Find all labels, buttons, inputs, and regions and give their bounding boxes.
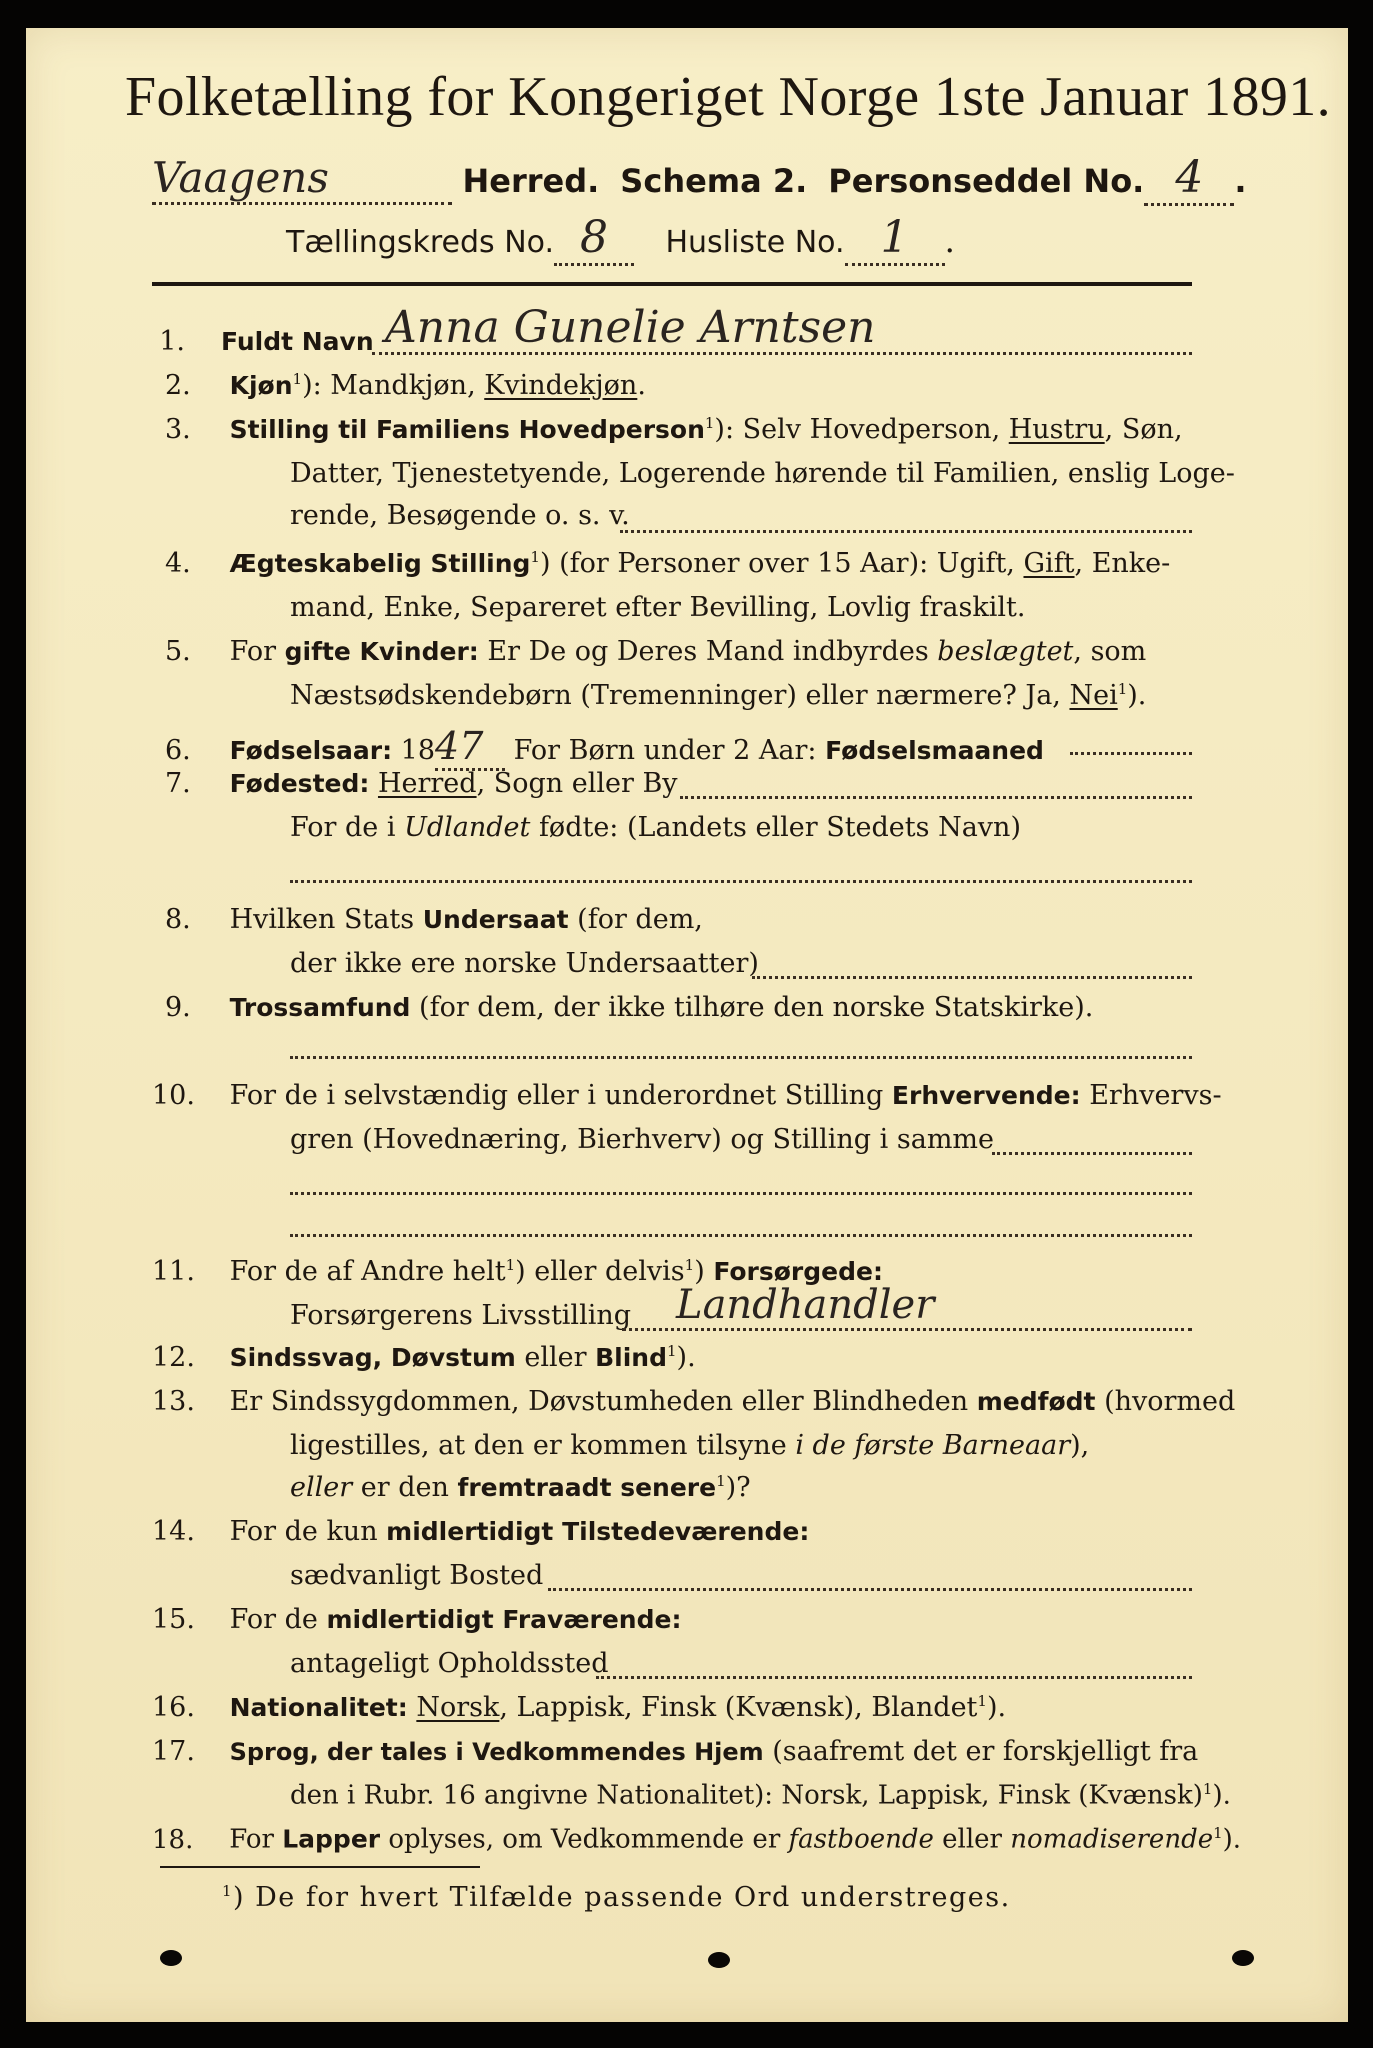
- religion-text: (for dem, der ikke tilhøre den norske Statskirke).: [410, 992, 1094, 1023]
- item-number: 15.: [152, 1604, 195, 1635]
- item-9: [165, 992, 1093, 1023]
- later-label: fremtraadt senere: [457, 1473, 717, 1502]
- footnote-ref: 1: [716, 1472, 726, 1490]
- herred-label: Herred.: [462, 162, 600, 200]
- item-15: [152, 1604, 681, 1635]
- item-number: 11.: [152, 1256, 195, 1287]
- birth-year-value: 47: [435, 724, 505, 771]
- item-3-line-3: rende, Besøgende o. s. v.: [290, 500, 630, 531]
- ink-blot: [160, 1950, 182, 1966]
- punct: ),: [1070, 1430, 1090, 1461]
- related-answer: Nei: [1069, 680, 1118, 711]
- occupation-line-3: [290, 1234, 1192, 1237]
- language-text: (saafremt det er forskjelligt fra: [763, 1736, 1199, 1767]
- kreds-value: 8: [554, 212, 634, 266]
- kreds-label: Tællingskreds No.: [286, 225, 554, 260]
- birth-year-prefix: 18: [392, 735, 436, 766]
- family-position-options: ): Selv Hovedperson,: [714, 414, 1009, 445]
- birthplace-options: , Sogn eller By: [476, 768, 678, 799]
- blind-label: Blind: [595, 1343, 667, 1372]
- item-number: 9.: [165, 992, 191, 1023]
- item-number: 18.: [152, 1824, 194, 1855]
- language-label: Sprog, der tales i Vedkommendes Hjem: [229, 1738, 764, 1766]
- occupation-label: Erhvervende:: [891, 1081, 1081, 1110]
- full-name-label: Fuldt Navn: [221, 327, 374, 356]
- punct: ).: [986, 1692, 1007, 1723]
- item-7-line-2: [290, 812, 1021, 843]
- item-15-line-2: antageligt Opholdssted: [290, 1648, 609, 1679]
- supported-text: ) eller delvis: [515, 1256, 685, 1287]
- provider-line: [622, 1328, 1192, 1331]
- item-number: 17.: [152, 1736, 195, 1767]
- item-number: 16.: [152, 1692, 195, 1723]
- header-line-2: Tællingskreds No. 8 Husliste No. 1 .: [286, 212, 955, 266]
- birth-month-label: Fødselsmaaned: [825, 736, 1044, 765]
- temp-absent-label: midlertidigt Fraværende:: [326, 1605, 682, 1634]
- item-4: [165, 548, 1170, 579]
- footnote-rule: [160, 1866, 480, 1868]
- stay-place-line: [596, 1676, 1192, 1679]
- item-14: [152, 1516, 809, 1547]
- abroad-text: fødte: (Landets eller Stedets Navn): [530, 812, 1021, 843]
- related-word: beslægtet: [937, 636, 1074, 667]
- nomadic-word: nomadiserende: [1010, 1824, 1214, 1855]
- related-question-end: , som: [1073, 636, 1147, 667]
- marital-options-end: , Enke-: [1074, 548, 1171, 579]
- item-number: 12.: [152, 1342, 195, 1373]
- birthplace-line: [680, 796, 1192, 799]
- item-4-line-2: mand, Enke, Separeret efter Bevilling, Lovlig fraskilt.: [290, 592, 1026, 623]
- footnote-ref: 1: [977, 1692, 987, 1710]
- childhood-prefix: ligestilles, at den er kommen tilsyne: [290, 1430, 796, 1461]
- ink-blot: [708, 1952, 730, 1968]
- punct: .: [637, 370, 646, 401]
- congenital-text: (hvormed: [1095, 1386, 1236, 1417]
- item-3-line-2: Datter, Tjenestetyende, Logerende hørende til Familien, enslig Loge-: [290, 458, 1235, 489]
- item-number: 3.: [165, 414, 191, 445]
- item-10: [152, 1080, 1222, 1111]
- item-6: [165, 724, 1044, 771]
- married-women-prefix: For: [229, 636, 285, 667]
- sex-options: ): Mandkjøn,: [302, 370, 485, 401]
- punct: )?: [725, 1472, 751, 1503]
- birthplace-label: Fødested:: [229, 769, 370, 798]
- punct: ).: [1222, 1824, 1242, 1855]
- punct: ): [694, 1256, 714, 1287]
- footnote-mark: 1: [222, 1882, 234, 1900]
- congenital-question: Er Sindssygdommen, Døvstumheden eller Blindheden: [229, 1386, 977, 1417]
- birth-month-line: [1070, 752, 1192, 755]
- footnote-ref: 1: [1213, 1824, 1223, 1842]
- item-5: [165, 636, 1146, 667]
- married-women-label: gifte Kvinder:: [284, 637, 479, 666]
- item-13: [152, 1386, 1235, 1417]
- header-line-1: Vaagens Herred. Schema 2. Personseddel No. 4 .: [152, 152, 1246, 206]
- item-number: 6.: [165, 735, 191, 766]
- item-number: 5.: [165, 636, 191, 667]
- full-name-value: Anna Gunelie Arntsen: [385, 302, 876, 353]
- item-8-line-2: der ikke ere norske Undersaatter): [290, 948, 759, 979]
- item-11-line-2: Forsørgerens Livsstilling: [290, 1300, 632, 1331]
- later-prefix: er den: [352, 1472, 458, 1503]
- nationality-label: Nationalitet:: [229, 1693, 408, 1722]
- item-number: 1.: [159, 326, 185, 357]
- personseddel-value: 4: [1144, 152, 1234, 206]
- item-18: [152, 1824, 1241, 1855]
- footnote-ref: 1: [505, 1256, 516, 1274]
- or-word: eller: [933, 1824, 1011, 1855]
- item-14-line-2: sædvanligt Bosted: [290, 1560, 544, 1591]
- schema-label: Schema 2.: [620, 162, 808, 200]
- temp-present-prefix: For de kun: [229, 1516, 387, 1547]
- header-rule: [152, 282, 1192, 286]
- item-number: 2.: [165, 370, 191, 401]
- under-2-text: For Børn under 2 Aar:: [505, 735, 826, 766]
- family-position-options-end: , Søn,: [1104, 414, 1183, 445]
- occupation-line-1: [992, 1152, 1192, 1155]
- temp-absent-prefix: For de: [229, 1604, 327, 1635]
- footnote-ref: 1: [292, 370, 303, 388]
- item-3: [165, 414, 1183, 445]
- sami-prefix: For: [229, 1824, 283, 1855]
- item-17-line-2: [290, 1780, 1231, 1811]
- citizenship-prefix: Hvilken Stats: [229, 904, 423, 935]
- item-number: 8.: [165, 904, 191, 935]
- form-title: Folketælling for Kongeriget Norge 1ste Januar 1891.: [125, 66, 1332, 128]
- marital-status-label: Ægteskabelig Stilling: [229, 549, 531, 578]
- occupation-line-2: [290, 1192, 1192, 1195]
- item-12: [152, 1342, 696, 1373]
- item-2: [165, 370, 646, 401]
- abroad-word: Udlandet: [404, 812, 531, 843]
- personseddel-label: Personseddel No.: [828, 162, 1145, 200]
- item-13-line-3: [290, 1472, 751, 1503]
- footnote-ref: 1: [667, 1342, 677, 1360]
- temp-present-label: midlertidigt Tilstedeværende:: [386, 1517, 810, 1546]
- family-position-label: Stilling til Familiens Hovedperson: [229, 415, 705, 444]
- footnote-ref: 1: [530, 548, 540, 566]
- footnote-text: ) De for hvert Tilfælde passende Ord understreges.: [233, 1882, 1011, 1913]
- ink-blot: [1232, 1950, 1254, 1966]
- or-word: eller: [290, 1472, 353, 1503]
- citizenship-label: Undersaat: [422, 905, 569, 934]
- footnote-ref: 1: [1117, 680, 1128, 698]
- item-8: [165, 904, 703, 935]
- religion-line: [290, 1056, 1192, 1059]
- abroad-prefix: For de i: [290, 812, 405, 843]
- related-question: Er De og Deres Mand indbyrdes: [478, 636, 938, 667]
- item-7: [165, 768, 678, 799]
- item-number: 7.: [165, 768, 191, 799]
- sami-label: Lapper: [282, 1824, 381, 1854]
- sex-selected: Kvindekjøn: [484, 370, 638, 401]
- religion-label: Trossamfund: [229, 993, 411, 1022]
- citizenship-line: [752, 976, 1192, 979]
- husliste-label: Husliste No.: [665, 225, 845, 260]
- birth-year-label: Fødselsaar:: [229, 736, 393, 765]
- item-13-line-2: [290, 1430, 1089, 1461]
- footnote-ref: 1: [684, 1256, 695, 1274]
- cousins-question: Næstsødskendebørn (Tremenninger) eller nærmere? Ja,: [290, 680, 1070, 711]
- herred-value: Vaagens: [152, 153, 452, 205]
- provider-value: Landhandler: [676, 1282, 935, 1328]
- footnote: [222, 1882, 1011, 1913]
- punct: ).: [1127, 680, 1147, 711]
- nationality-options: , Lappisk, Finsk (Kvænsk), Blandet: [499, 1692, 978, 1723]
- sex-label: Kjøn: [229, 371, 293, 400]
- family-position-selected: Hustru: [1008, 414, 1105, 445]
- item-17: [152, 1736, 1198, 1767]
- item-10-line-2: gren (Hovednæring, Bierhverv) og Stilling i samme: [290, 1124, 995, 1155]
- item-16: [152, 1692, 1006, 1723]
- husliste-value: 1: [845, 212, 945, 266]
- supported-label: Forsørgede:: [713, 1257, 883, 1286]
- occupation-text: Erhvervs-: [1080, 1080, 1222, 1111]
- item-number: 13.: [152, 1386, 195, 1417]
- abroad-line: [290, 880, 1192, 883]
- footnote-ref: 1: [704, 414, 715, 432]
- citizenship-text: (for dem,: [568, 904, 703, 935]
- childhood-phrase: i de første Barneaar: [795, 1430, 1071, 1461]
- usual-residence-line: [548, 1588, 1192, 1591]
- item-3-fill-line: [620, 530, 1192, 533]
- birthplace-selected: Herred: [377, 768, 477, 799]
- sami-text: oplyses, om Vedkommende er: [380, 1824, 789, 1855]
- item-number: 4.: [165, 548, 191, 579]
- footnote-ref: 1: [1202, 1780, 1213, 1798]
- nationality-selected: Norsk: [416, 1692, 500, 1723]
- marital-selected: Gift: [1023, 548, 1075, 579]
- occupation-prefix: For de i selvstændig eller i underordnet Stilling: [229, 1080, 892, 1111]
- disability-or: eller: [515, 1342, 596, 1373]
- settled-word: fastboende: [788, 1824, 934, 1855]
- marital-options: ) (for Personer over 15 Aar): Ugift,: [539, 548, 1024, 579]
- item-number: 14.: [152, 1516, 195, 1547]
- item-5-line-2: [290, 680, 1146, 711]
- punct: ).: [676, 1342, 696, 1373]
- punct: ).: [1212, 1780, 1231, 1811]
- supported-prefix: For de af Andre helt: [229, 1256, 506, 1287]
- disability-label: Sindssvag, Døvstum: [229, 1343, 516, 1372]
- congenital-label: medfødt: [976, 1387, 1096, 1416]
- item-number: 10.: [152, 1080, 195, 1111]
- language-options: den i Rubr. 16 angivne Nationalitet): Norsk, Lappisk, Finsk (Kvænsk): [290, 1780, 1203, 1811]
